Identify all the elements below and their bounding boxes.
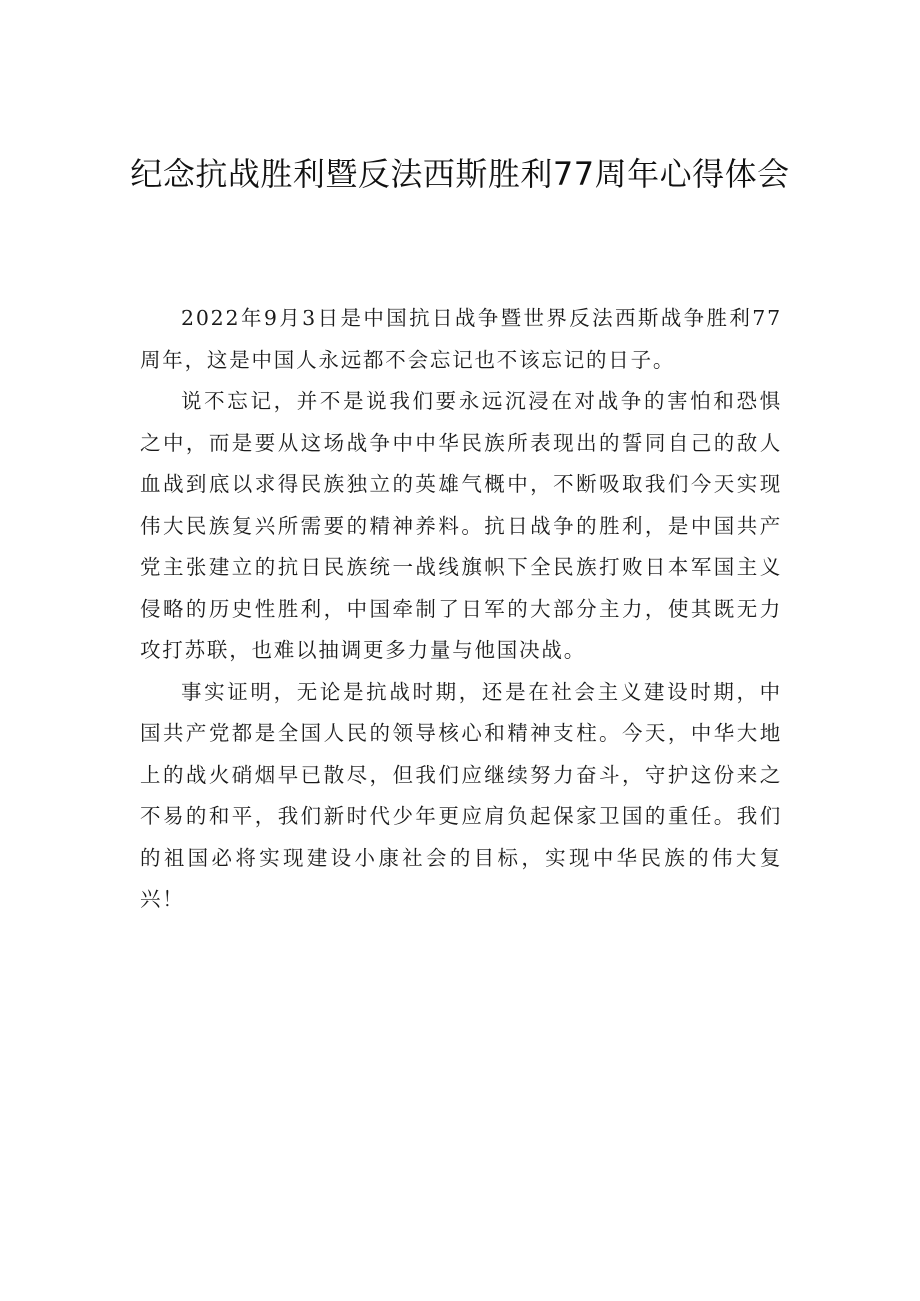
document-body (140, 298, 782, 921)
document-title: 纪念抗战胜利暨反法西斯胜利77周年心得体会 (130, 155, 790, 193)
paragraph-1: 2022年9月3日是中国抗日战争暨世界反法西斯战争胜利77周年，这是中国人永远都不会忘记也不该忘记的日子。 (140, 306, 782, 372)
paragraph-2: 说不忘记，并不是说我们要永远沉浸在对战争的害怕和恐惧之中，而是要从这场战争中中华民族所表现出的誓同自己的敌人血战到底以求得民族独立的英雄气概中，不断吸取我们今天实现伟大民族复兴所需要的精神养料。抗日战争的胜利，是中国共产党主张建立的抗日民族统一战线旗帜下全民族打败日本军国主义侵略的历史性胜利，中国牵制了日军的大部分主力，使其既无力攻打苏联，也难以抽调更多力量与他国决战。 (140, 389, 782, 662)
paragraph-3: 事实证明，无论是抗战时期，还是在社会主义建设时期，中国共产党都是全国人民的领导核心和精神支柱。今天，中华大地上的战火硝烟早已散尽，但我们应继续努力奋斗，守护这份来之不易的和平，我们新时代少年更应肩负起保家卫国的重任。我们的祖国必将实现建设小康社会的目标，实现中华民族的伟大复兴！ (140, 679, 782, 911)
